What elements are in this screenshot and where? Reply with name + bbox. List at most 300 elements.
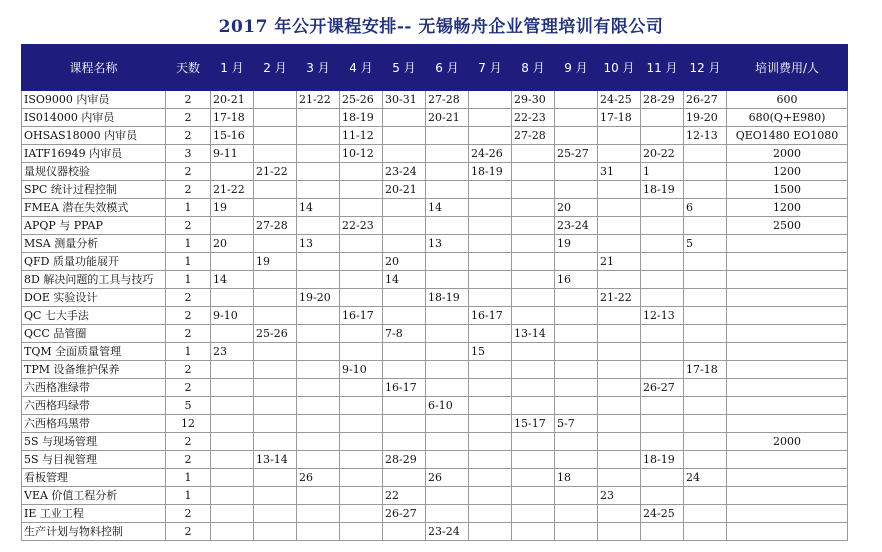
course-schedule-table — [21, 44, 848, 541]
days-cell: 1 — [166, 343, 211, 361]
month-date-cell: 26-27 — [383, 505, 426, 523]
month-date-cell — [598, 199, 641, 217]
month-date-cell — [254, 523, 297, 541]
table-row — [22, 217, 848, 235]
month-date-cell — [383, 127, 426, 145]
month-date-cell: 26 — [297, 469, 340, 487]
month-date-cell — [297, 181, 340, 199]
month-date-cell — [297, 109, 340, 127]
month-date-cell — [469, 451, 512, 469]
month-date-cell — [297, 451, 340, 469]
col-aug-header: 8 月 — [512, 45, 555, 91]
month-date-cell — [211, 487, 254, 505]
course-name-cell: 六西格玛绿带 — [22, 397, 166, 415]
table-row — [22, 253, 848, 271]
month-date-cell — [254, 307, 297, 325]
month-date-cell — [469, 253, 512, 271]
month-date-cell — [555, 307, 598, 325]
month-date-cell — [469, 109, 512, 127]
month-date-cell — [469, 379, 512, 397]
col-fee-header: 培训费用/人 — [727, 45, 848, 91]
month-date-cell — [684, 487, 727, 505]
days-cell: 1 — [166, 487, 211, 505]
col-course-name-header: 课程名称 — [22, 45, 166, 91]
fee-cell — [727, 361, 848, 379]
month-date-cell — [340, 289, 383, 307]
month-date-cell — [469, 181, 512, 199]
month-date-cell — [211, 397, 254, 415]
table-row — [22, 163, 848, 181]
month-date-cell — [340, 343, 383, 361]
table-row — [22, 109, 848, 127]
month-date-cell — [383, 361, 426, 379]
month-date-cell — [254, 199, 297, 217]
days-cell: 1 — [166, 199, 211, 217]
month-date-cell: 16-17 — [383, 379, 426, 397]
fee-cell — [727, 325, 848, 343]
month-date-cell: 23 — [598, 487, 641, 505]
course-name-cell: 六西格玛黑带 — [22, 415, 166, 433]
month-date-cell — [340, 181, 383, 199]
month-date-cell — [254, 145, 297, 163]
month-date-cell — [383, 199, 426, 217]
month-date-cell: 24-25 — [598, 91, 641, 109]
month-date-cell — [684, 343, 727, 361]
month-date-cell: 20 — [555, 199, 598, 217]
month-date-cell — [684, 253, 727, 271]
month-date-cell: 25-27 — [555, 145, 598, 163]
days-cell: 2 — [166, 379, 211, 397]
month-date-cell — [340, 271, 383, 289]
course-name-cell: 8D 解决问题的工具与技巧 — [22, 271, 166, 289]
month-date-cell — [211, 469, 254, 487]
month-date-cell — [254, 289, 297, 307]
month-date-cell — [469, 127, 512, 145]
month-date-cell — [555, 253, 598, 271]
col-days-header: 天数 — [166, 45, 211, 91]
month-date-cell — [426, 361, 469, 379]
fee-cell — [727, 397, 848, 415]
month-date-cell — [469, 397, 512, 415]
month-date-cell — [598, 271, 641, 289]
month-date-cell — [641, 235, 684, 253]
month-date-cell — [340, 523, 383, 541]
col-oct-header: 10 月 — [598, 45, 641, 91]
month-date-cell: 17-18 — [684, 361, 727, 379]
month-date-cell — [383, 145, 426, 163]
month-date-cell — [555, 343, 598, 361]
course-name-cell: IS014000 内审员 — [22, 109, 166, 127]
month-date-cell: 30-31 — [383, 91, 426, 109]
month-date-cell: 9-10 — [211, 307, 254, 325]
month-date-cell — [641, 217, 684, 235]
month-date-cell: 19 — [254, 253, 297, 271]
month-date-cell — [512, 397, 555, 415]
month-date-cell — [469, 415, 512, 433]
month-date-cell: 7-8 — [383, 325, 426, 343]
month-date-cell: 6 — [684, 199, 727, 217]
col-feb-header: 2 月 — [254, 45, 297, 91]
month-date-cell — [297, 415, 340, 433]
month-date-cell — [383, 469, 426, 487]
month-date-cell — [211, 451, 254, 469]
days-cell: 5 — [166, 397, 211, 415]
month-date-cell — [211, 361, 254, 379]
month-date-cell — [641, 289, 684, 307]
month-date-cell — [598, 145, 641, 163]
month-date-cell: 5 — [684, 235, 727, 253]
days-cell: 2 — [166, 451, 211, 469]
month-date-cell — [340, 253, 383, 271]
month-date-cell — [641, 415, 684, 433]
month-date-cell — [340, 199, 383, 217]
fee-cell: 2500 — [727, 217, 848, 235]
month-date-cell: 18-19 — [426, 289, 469, 307]
month-date-cell — [641, 487, 684, 505]
month-date-cell — [555, 361, 598, 379]
month-date-cell: 20 — [211, 235, 254, 253]
col-dec-header: 12 月 — [684, 45, 727, 91]
month-date-cell — [426, 307, 469, 325]
table-row — [22, 271, 848, 289]
table-row — [22, 127, 848, 145]
days-cell: 1 — [166, 253, 211, 271]
month-date-cell — [426, 505, 469, 523]
month-date-cell — [254, 343, 297, 361]
month-date-cell: 15 — [469, 343, 512, 361]
fee-cell — [727, 289, 848, 307]
month-date-cell — [297, 523, 340, 541]
month-date-cell: 18 — [555, 469, 598, 487]
month-date-cell: 14 — [383, 271, 426, 289]
month-date-cell — [297, 397, 340, 415]
table-row — [22, 397, 848, 415]
month-date-cell — [512, 253, 555, 271]
month-date-cell — [684, 289, 727, 307]
month-date-cell — [297, 361, 340, 379]
month-date-cell — [254, 91, 297, 109]
month-date-cell — [555, 523, 598, 541]
month-date-cell — [211, 505, 254, 523]
course-name-cell: DOE 实验设计 — [22, 289, 166, 307]
month-date-cell — [426, 163, 469, 181]
col-may-header: 5 月 — [383, 45, 426, 91]
table-row — [22, 181, 848, 199]
month-date-cell: 26-27 — [641, 379, 684, 397]
month-date-cell — [469, 325, 512, 343]
month-date-cell — [254, 235, 297, 253]
month-date-cell: 11-12 — [340, 127, 383, 145]
month-date-cell — [555, 505, 598, 523]
course-name-cell: MSA 测量分析 — [22, 235, 166, 253]
month-date-cell — [340, 379, 383, 397]
month-date-cell — [512, 523, 555, 541]
month-date-cell — [598, 433, 641, 451]
month-date-cell: 14 — [297, 199, 340, 217]
month-date-cell: 20-21 — [383, 181, 426, 199]
month-date-cell: 5-7 — [555, 415, 598, 433]
month-date-cell — [469, 271, 512, 289]
month-date-cell: 23-24 — [555, 217, 598, 235]
month-date-cell — [254, 469, 297, 487]
month-date-cell — [340, 397, 383, 415]
month-date-cell: 18-19 — [340, 109, 383, 127]
month-date-cell: 25-26 — [254, 325, 297, 343]
month-date-cell — [555, 127, 598, 145]
month-date-cell — [469, 235, 512, 253]
month-date-cell — [684, 505, 727, 523]
table-row — [22, 199, 848, 217]
days-cell: 2 — [166, 91, 211, 109]
month-date-cell — [512, 181, 555, 199]
month-date-cell — [555, 451, 598, 469]
month-date-cell: 16 — [555, 271, 598, 289]
month-date-cell — [426, 433, 469, 451]
course-name-cell: 六西格准绿带 — [22, 379, 166, 397]
course-name-cell: VEA 价值工程分析 — [22, 487, 166, 505]
month-date-cell — [512, 451, 555, 469]
month-date-cell — [426, 451, 469, 469]
month-date-cell: 23 — [211, 343, 254, 361]
month-date-cell — [512, 217, 555, 235]
days-cell: 1 — [166, 469, 211, 487]
days-cell: 1 — [166, 271, 211, 289]
month-date-cell — [555, 109, 598, 127]
month-date-cell — [297, 145, 340, 163]
month-date-cell — [340, 235, 383, 253]
month-date-cell: 26 — [426, 469, 469, 487]
month-date-cell — [254, 361, 297, 379]
month-date-cell — [469, 199, 512, 217]
days-cell: 2 — [166, 289, 211, 307]
month-date-cell — [297, 253, 340, 271]
month-date-cell — [598, 415, 641, 433]
month-date-cell: 21-22 — [211, 181, 254, 199]
table-row — [22, 361, 848, 379]
month-date-cell: 27-28 — [426, 91, 469, 109]
month-date-cell — [598, 325, 641, 343]
course-name-cell: QC 七大手法 — [22, 307, 166, 325]
month-date-cell: 14 — [426, 199, 469, 217]
month-date-cell — [426, 415, 469, 433]
month-date-cell: 15-17 — [512, 415, 555, 433]
course-name-cell: QCC 品管圈 — [22, 325, 166, 343]
month-date-cell — [555, 325, 598, 343]
month-date-cell — [641, 433, 684, 451]
month-date-cell — [598, 127, 641, 145]
month-date-cell — [211, 325, 254, 343]
month-date-cell — [512, 505, 555, 523]
month-date-cell: 25-26 — [340, 91, 383, 109]
month-date-cell — [426, 181, 469, 199]
fee-cell: 2000 — [727, 433, 848, 451]
month-date-cell: 22 — [383, 487, 426, 505]
month-date-cell: 14 — [211, 271, 254, 289]
month-date-cell — [297, 343, 340, 361]
course-name-cell: IE 工业工程 — [22, 505, 166, 523]
month-date-cell — [426, 217, 469, 235]
fee-cell: 1200 — [727, 163, 848, 181]
month-date-cell — [211, 415, 254, 433]
month-date-cell — [684, 433, 727, 451]
days-cell: 3 — [166, 145, 211, 163]
fee-cell — [727, 271, 848, 289]
month-date-cell: 28-29 — [641, 91, 684, 109]
month-date-cell — [297, 433, 340, 451]
month-date-cell — [254, 271, 297, 289]
month-date-cell — [211, 523, 254, 541]
month-date-cell — [211, 253, 254, 271]
table-row — [22, 451, 848, 469]
month-date-cell — [598, 397, 641, 415]
month-date-cell — [684, 145, 727, 163]
month-date-cell — [469, 91, 512, 109]
col-jun-header: 6 月 — [426, 45, 469, 91]
month-date-cell — [211, 379, 254, 397]
col-jul-header: 7 月 — [469, 45, 512, 91]
month-date-cell — [512, 361, 555, 379]
days-cell: 1 — [166, 235, 211, 253]
month-date-cell: 19 — [555, 235, 598, 253]
month-date-cell — [426, 127, 469, 145]
month-date-cell: 24-26 — [469, 145, 512, 163]
month-date-cell — [297, 487, 340, 505]
month-date-cell — [383, 433, 426, 451]
month-date-cell: 6-10 — [426, 397, 469, 415]
month-date-cell — [641, 127, 684, 145]
month-date-cell: 20-21 — [211, 91, 254, 109]
days-cell: 2 — [166, 307, 211, 325]
course-name-cell: 看板管理 — [22, 469, 166, 487]
table-row — [22, 433, 848, 451]
fee-cell — [727, 505, 848, 523]
month-date-cell — [684, 523, 727, 541]
course-name-cell: TQM 全面质量管理 — [22, 343, 166, 361]
course-name-cell: APQP 与 PPAP — [22, 217, 166, 235]
table-row — [22, 469, 848, 487]
fee-cell: 1500 — [727, 181, 848, 199]
month-date-cell — [469, 433, 512, 451]
month-date-cell — [383, 289, 426, 307]
month-date-cell — [297, 505, 340, 523]
col-jan-header: 1 月 — [211, 45, 254, 91]
fee-cell: 2000 — [727, 145, 848, 163]
month-date-cell — [555, 397, 598, 415]
month-date-cell — [254, 127, 297, 145]
month-date-cell — [254, 505, 297, 523]
month-date-cell — [512, 379, 555, 397]
month-date-cell — [684, 163, 727, 181]
month-date-cell: 21-22 — [254, 163, 297, 181]
month-date-cell — [297, 379, 340, 397]
table-row — [22, 325, 848, 343]
month-date-cell — [383, 109, 426, 127]
col-mar-header: 3 月 — [297, 45, 340, 91]
month-date-cell — [512, 469, 555, 487]
month-date-cell — [383, 217, 426, 235]
course-name-cell: OHSAS18000 内审员 — [22, 127, 166, 145]
month-date-cell — [684, 271, 727, 289]
table-row — [22, 235, 848, 253]
fee-cell — [727, 253, 848, 271]
month-date-cell — [383, 523, 426, 541]
fee-cell — [727, 451, 848, 469]
fee-cell — [727, 343, 848, 361]
month-date-cell: 22-23 — [512, 109, 555, 127]
month-date-cell — [555, 379, 598, 397]
month-date-cell — [426, 325, 469, 343]
course-name-cell: 5S 与目视管理 — [22, 451, 166, 469]
month-date-cell — [598, 217, 641, 235]
month-date-cell — [641, 361, 684, 379]
month-date-cell — [641, 109, 684, 127]
month-date-cell: 23-24 — [383, 163, 426, 181]
month-date-cell — [426, 145, 469, 163]
month-date-cell — [598, 343, 641, 361]
fee-cell — [727, 523, 848, 541]
month-date-cell — [641, 343, 684, 361]
col-apr-header: 4 月 — [340, 45, 383, 91]
days-cell: 2 — [166, 217, 211, 235]
month-date-cell — [426, 271, 469, 289]
month-date-cell: 22-23 — [340, 217, 383, 235]
days-cell: 2 — [166, 505, 211, 523]
month-date-cell: 19 — [211, 199, 254, 217]
month-date-cell — [297, 271, 340, 289]
month-date-cell — [598, 505, 641, 523]
month-date-cell — [598, 379, 641, 397]
table-row — [22, 379, 848, 397]
month-date-cell: 9-10 — [340, 361, 383, 379]
days-cell: 2 — [166, 109, 211, 127]
month-date-cell — [598, 307, 641, 325]
month-date-cell: 21-22 — [297, 91, 340, 109]
month-date-cell: 13-14 — [254, 451, 297, 469]
course-name-cell: FMEA 潜在失效模式 — [22, 199, 166, 217]
days-cell: 2 — [166, 325, 211, 343]
course-name-cell: SPC 统计过程控制 — [22, 181, 166, 199]
month-date-cell: 19-20 — [684, 109, 727, 127]
table-row — [22, 307, 848, 325]
month-date-cell — [555, 181, 598, 199]
month-date-cell: 17-18 — [598, 109, 641, 127]
fee-cell — [727, 235, 848, 253]
fee-cell: QEO1480 EO1080 — [727, 127, 848, 145]
month-date-cell: 18-19 — [469, 163, 512, 181]
month-date-cell: 10-12 — [340, 145, 383, 163]
month-date-cell — [598, 451, 641, 469]
month-date-cell — [297, 127, 340, 145]
month-date-cell — [555, 289, 598, 307]
month-date-cell — [684, 307, 727, 325]
month-date-cell: 17-18 — [211, 109, 254, 127]
month-date-cell — [598, 523, 641, 541]
month-date-cell — [383, 307, 426, 325]
month-date-cell: 23-24 — [426, 523, 469, 541]
month-date-cell — [254, 433, 297, 451]
month-date-cell — [555, 91, 598, 109]
month-date-cell — [555, 433, 598, 451]
fee-cell: 600 — [727, 91, 848, 109]
month-date-cell: 29-30 — [512, 91, 555, 109]
month-date-cell: 21 — [598, 253, 641, 271]
month-date-cell: 15-16 — [211, 127, 254, 145]
days-cell: 12 — [166, 415, 211, 433]
month-date-cell — [383, 343, 426, 361]
fee-cell — [727, 307, 848, 325]
table-row — [22, 91, 848, 109]
month-date-cell — [254, 109, 297, 127]
